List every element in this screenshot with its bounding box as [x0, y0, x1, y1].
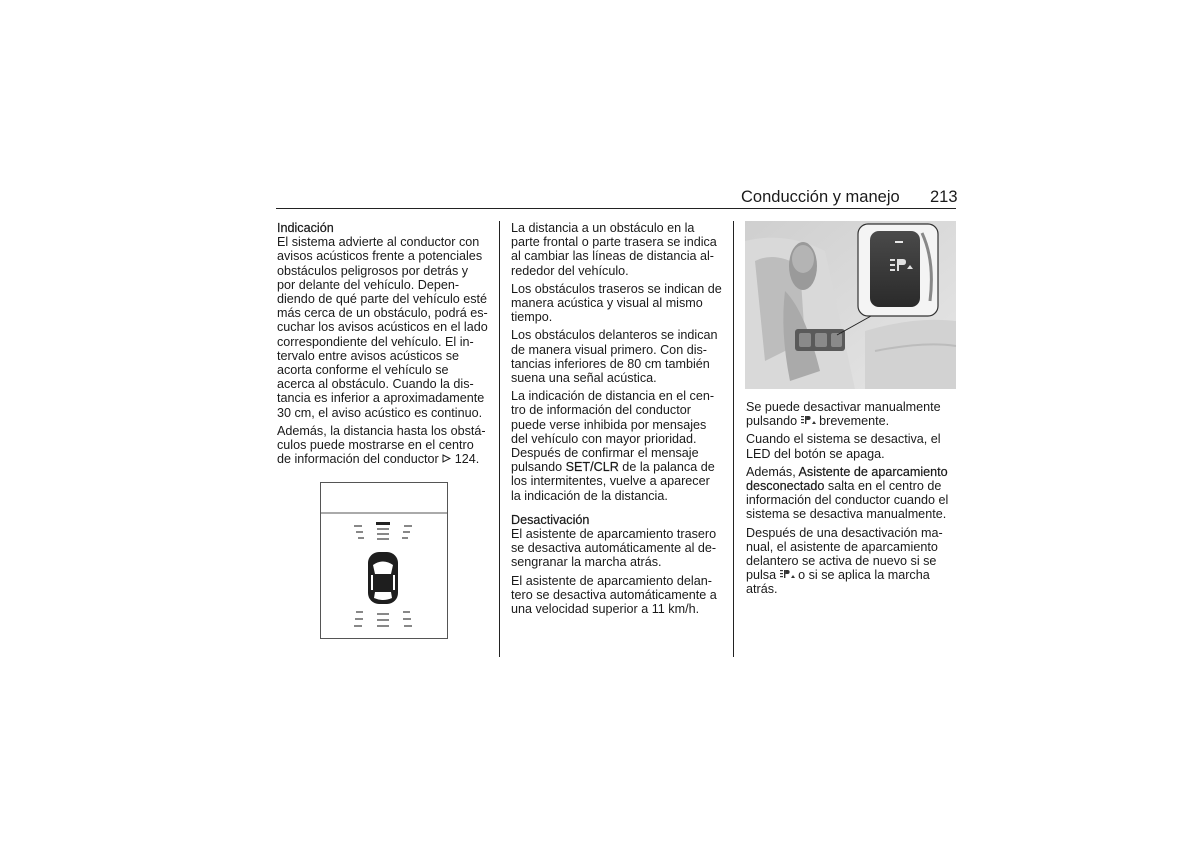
park-assist-button-icon: [780, 568, 795, 582]
header-rule: [276, 208, 956, 209]
column-middle: [511, 221, 725, 620]
paragraph: La indicación de distancia en el cen- tro de información del conductor puede verse inhibida por mensajes del vehículo con mayor prioridad. Después de confirmar el mensaje pulsando SET/CLR de la palanca de los intermitentes, vuelve a aparecer la indicación de la distancia.: [511, 389, 715, 503]
page-reference-arrow-icon: [442, 452, 451, 466]
message-name: Asistente de aparcamiento: [798, 464, 948, 479]
section-title: Conducción y manejo: [741, 188, 900, 206]
column-divider: [499, 221, 500, 657]
paragraph: Cuando el sistema se desactiva, el LED del botón se apaga.: [746, 432, 941, 461]
park-assist-button-icon: [801, 414, 816, 428]
paragraph: El asistente de aparcamiento delan- tero se desactiva automáticamente a una velocidad superior a 11 km/h.: [511, 573, 717, 617]
paragraph: Además, Asistente de aparcamiento desconectado salta en el centro de información del conductor cuando el sistema se desactiva manualmente.: [746, 464, 949, 522]
parking-distance-display-icon: [320, 482, 448, 639]
paragraph: El sistema advierte al conductor con avisos acústicos frente a potenciales obstáculos peligrosos por detrás y por delante del vehículo. Depen- diendo de qué parte del vehículo esté más cerca de un obstáculo, podrá es- cuchar los avisos acústicos en el lado correspondiente del vehículo. El in- tervalo entre avisos acústicos se acorta conforme el vehículo se acerca al obstáculo. Cuando la dis- tancia es inferior a aproximadamente 30 cm, el aviso acústico es continuo.: [277, 235, 488, 420]
paragraph: Los obstáculos delanteros se indican de manera visual primero. Con dis- tancias inferiores de 80 cm también suena una señal acústica.: [511, 328, 718, 386]
column-left: [277, 221, 491, 470]
column-right: [746, 400, 958, 601]
center-console-park-assist-button-icon: [745, 221, 956, 389]
heading-indicacion: Indicación: [277, 221, 334, 235]
column-divider: [733, 221, 734, 657]
message-name: desconectado: [746, 479, 825, 494]
paragraph: Se puede desactivar manualmente pulsando brevemente.: [746, 400, 941, 429]
page-number: 213: [930, 188, 958, 206]
paragraph: Los obstáculos traseros se indican de manera acústica y visual al mismo tiempo.: [511, 281, 722, 325]
paragraph: Además, la distancia hasta los obstá- culos puede mostrarse en el centro de información del conductor 124.: [277, 423, 486, 467]
paragraph: Después de una desactivación ma- nual, el asistente de aparcamiento delantero se activa de nuevo si se pulsa o si se aplica la marcha atrás.: [746, 525, 943, 597]
control-name: SET/CLR: [565, 460, 619, 475]
heading-desactivacion: Desactivación: [511, 512, 590, 527]
paragraph: El asistente de aparcamiento trasero se desactiva automáticamente al de- sengranar la marcha atrás.: [511, 527, 717, 570]
paragraph: La distancia a un obstáculo en la parte frontal o parte trasera se indica al cambiar las líneas de distancia al- rededor del vehículo.: [511, 221, 717, 278]
